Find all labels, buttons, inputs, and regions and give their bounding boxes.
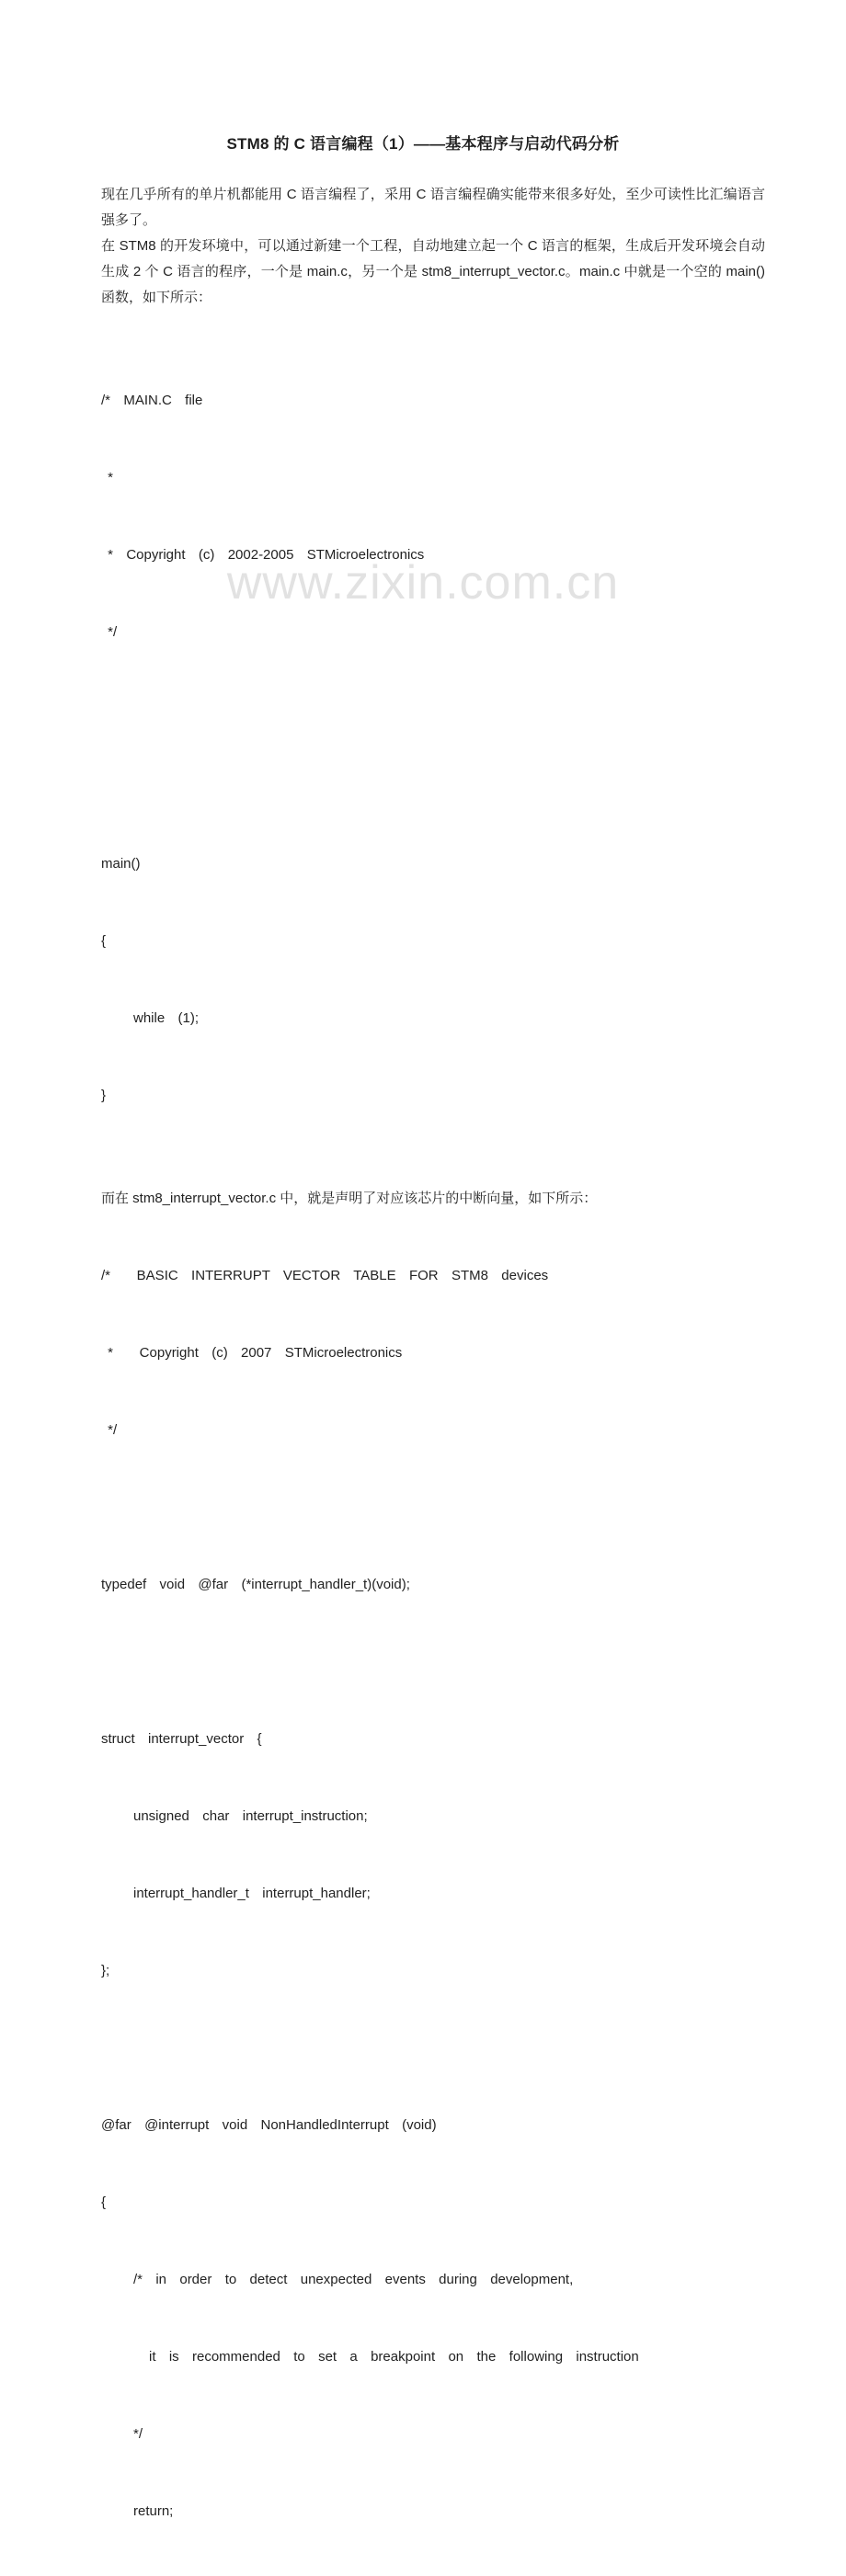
intro-paragraph-1: 现在几乎所有的单片机都能用 C 语言编程了，采用 C 语言编程确实能带来很多好处，至少可读性比汇编语言强多了。 <box>101 187 765 228</box>
code-block-vector <box>101 1212 765 2576</box>
intro-paragraph-2: 在 STM8 的开发环境中，可以通过新建一个工程，自动地建立起一个 C 语言的框架，生成后开发环境会自动生成 2 个 C 语言的程序，一个是 main.c，另一个是 stm8_interrupt_vector.c。main.c 中就是一个空的 main()函数，如下所示： <box>101 238 765 305</box>
document-body <box>101 182 765 2576</box>
code-line: unsigned char interrupt_instruction; <box>133 1808 368 1824</box>
code-line: interrupt_handler_t interrupt_handler; <box>133 1886 371 1901</box>
code-line: while (1); <box>133 1010 200 1026</box>
code-line: /* in order to detect unexpected events during development, <box>133 2272 574 2287</box>
code-line: struct interrupt_vector { <box>101 1731 262 1747</box>
code-line: { <box>101 933 107 949</box>
paragraph-3: 而在 stm8_interrupt_vector.c 中，就是声明了对应该芯片的中断向量，如下所示： <box>101 1191 598 1206</box>
watermark-text: www.zixin.com.cn <box>226 556 620 610</box>
code-line: * Copyright (c) 2002-2005 STMicroelectronics <box>101 547 425 563</box>
code-line: { <box>101 2194 107 2210</box>
code-line: }; <box>101 1963 110 1978</box>
code-block-main <box>101 336 765 1160</box>
code-line: /* MAIN.C file <box>101 393 203 408</box>
code-line: */ <box>101 1422 118 1438</box>
code-line: * Copyright (c) 2007 STMicroelectronics <box>101 1345 403 1361</box>
code-line: @far @interrupt void NonHandledInterrupt (void) <box>101 2117 437 2133</box>
code-line: */ <box>133 2426 143 2442</box>
code-line: } <box>101 1088 107 1103</box>
document-title: STM8 的 C 语言编程（1）——基本程序与启动代码分析 <box>226 135 620 153</box>
code-line: it is recommended to set a breakpoint on the following instruction <box>149 2349 639 2365</box>
code-line: typedef void @far (*interrupt_handler_t)(void); <box>101 1577 410 1592</box>
code-line: * <box>101 470 114 485</box>
code-line: main() <box>101 856 141 872</box>
code-line: return; <box>133 2503 174 2519</box>
code-line: */ <box>101 624 118 640</box>
code-line: /* BASIC INTERRUPT VECTOR TABLE FOR STM8 devices <box>101 1268 549 1283</box>
